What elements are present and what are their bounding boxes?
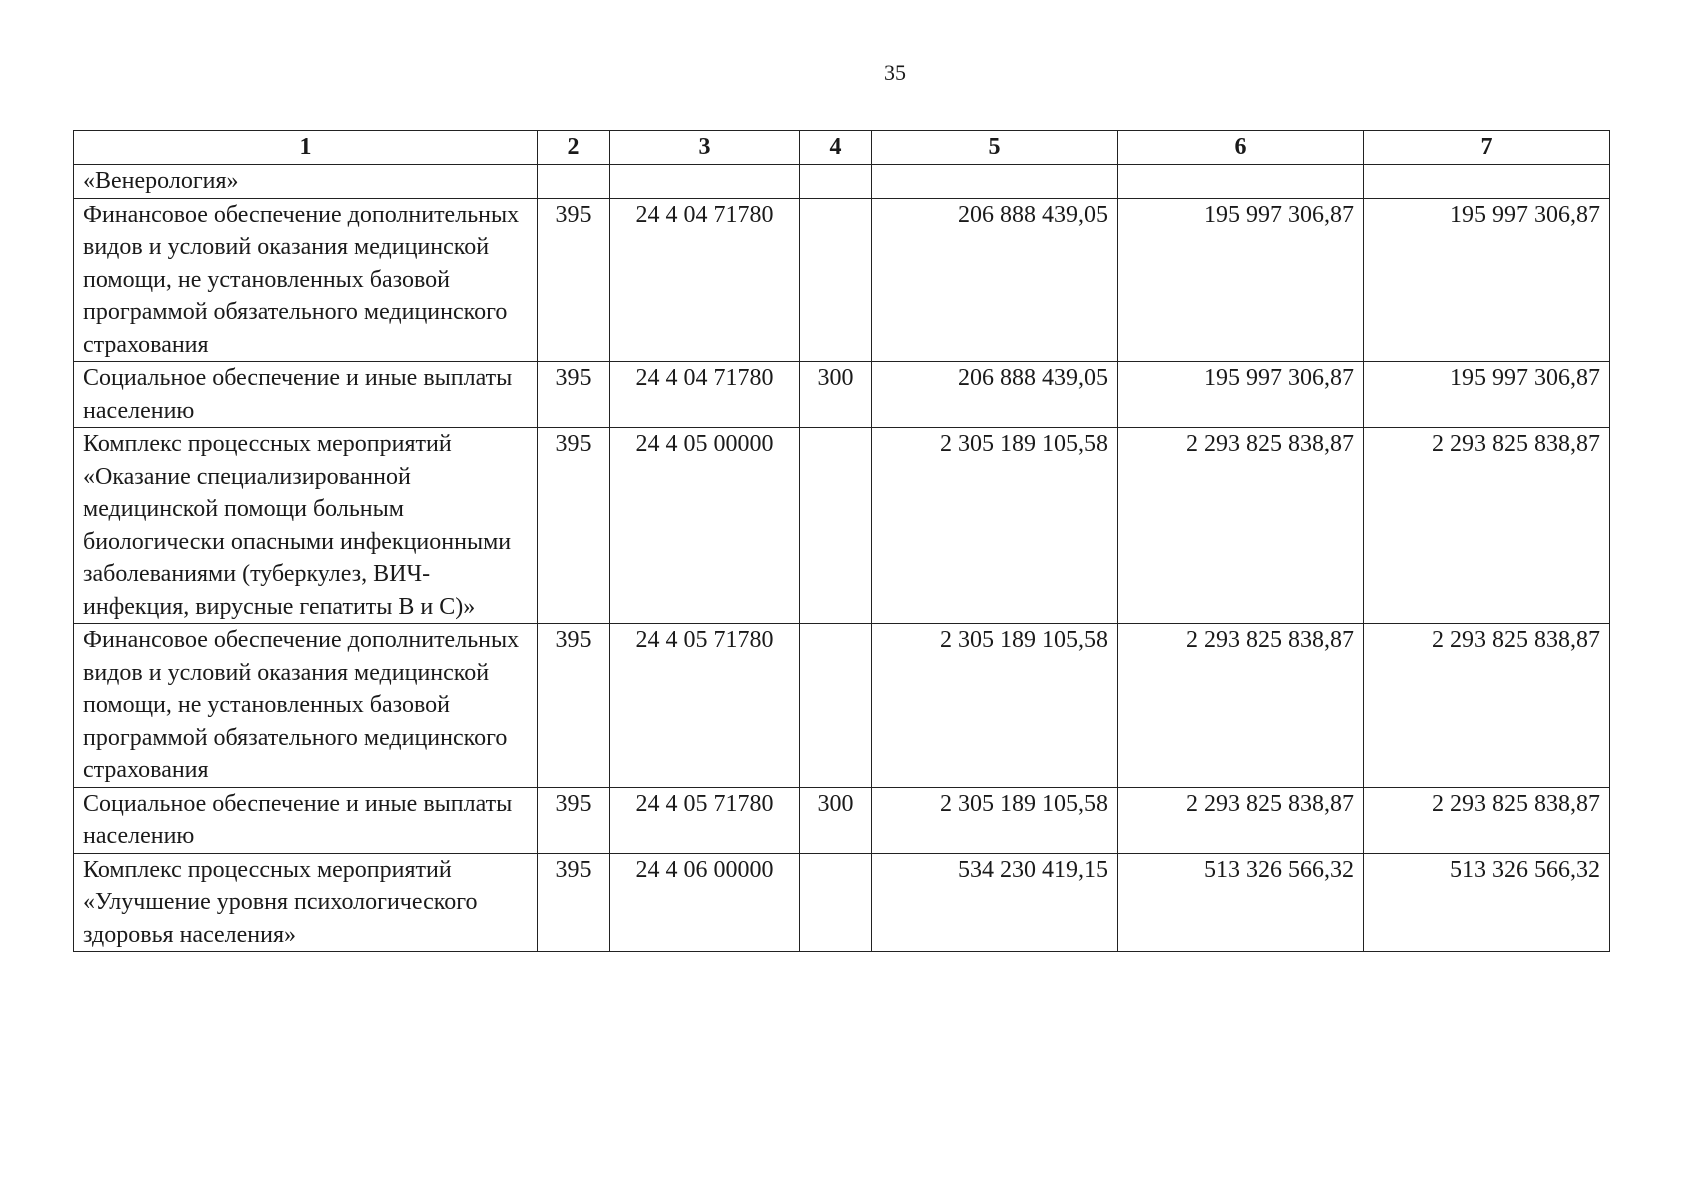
column-header-1: 1	[74, 131, 538, 165]
table-row	[74, 624, 1610, 788]
grbs-code: 395	[538, 853, 610, 952]
amount-col-6: 195 997 306,87	[1118, 362, 1364, 428]
expense-type-code: 300	[800, 787, 872, 853]
amount-col-6: 2 293 825 838,87	[1118, 428, 1364, 624]
grbs-code	[538, 165, 610, 199]
table-row	[74, 787, 1610, 853]
amount-col-7: 195 997 306,87	[1364, 362, 1610, 428]
target-article-code: 24 4 05 71780	[610, 624, 800, 788]
expense-type-code: 300	[800, 362, 872, 428]
item-name: Социальное обеспечение и иные выплаты населению	[74, 787, 538, 853]
amount-col-6	[1118, 165, 1364, 199]
amount-col-7: 2 293 825 838,87	[1364, 787, 1610, 853]
budget-table	[73, 130, 1610, 952]
item-name: Комплекс процессных мероприятий «Улучшение уровня психологического здоровья населения»	[74, 853, 538, 952]
expense-type-code	[800, 198, 872, 362]
table-body	[74, 165, 1610, 952]
target-article-code: 24 4 04 71780	[610, 362, 800, 428]
table-row	[74, 362, 1610, 428]
table-row	[74, 853, 1610, 952]
item-name: «Венерология»	[74, 165, 538, 199]
expense-type-code	[800, 853, 872, 952]
target-article-code: 24 4 05 00000	[610, 428, 800, 624]
amount-col-6: 2 293 825 838,87	[1118, 787, 1364, 853]
item-name: Комплекс процессных мероприятий «Оказание специализированной медицинской помощи больным биологически опасными инфекционными заболеваниями (туберкулез, ВИЧ-инфекция, вирусные гепатиты В и С)»	[74, 428, 538, 624]
amount-col-5: 206 888 439,05	[872, 362, 1118, 428]
amount-col-5: 2 305 189 105,58	[872, 624, 1118, 788]
amount-col-7	[1364, 165, 1610, 199]
item-name: Финансовое обеспечение дополнительных видов и условий оказания медицинской помощи, не установленных базовой программой обязательного медицинского страхования	[74, 198, 538, 362]
amount-col-6: 513 326 566,32	[1118, 853, 1364, 952]
amount-col-5	[872, 165, 1118, 199]
amount-col-7: 2 293 825 838,87	[1364, 624, 1610, 788]
amount-col-5: 206 888 439,05	[872, 198, 1118, 362]
amount-col-7: 2 293 825 838,87	[1364, 428, 1610, 624]
amount-col-5: 534 230 419,15	[872, 853, 1118, 952]
amount-col-7: 195 997 306,87	[1364, 198, 1610, 362]
table-row	[74, 428, 1610, 624]
column-header-5: 5	[872, 131, 1118, 165]
column-header-3: 3	[610, 131, 800, 165]
amount-col-5: 2 305 189 105,58	[872, 428, 1118, 624]
table-header	[74, 131, 1610, 165]
grbs-code: 395	[538, 362, 610, 428]
expense-type-code	[800, 428, 872, 624]
amount-col-6: 195 997 306,87	[1118, 198, 1364, 362]
header-row	[74, 131, 1610, 165]
column-header-6: 6	[1118, 131, 1364, 165]
column-header-7: 7	[1364, 131, 1610, 165]
item-name: Социальное обеспечение и иные выплаты населению	[74, 362, 538, 428]
table-row	[74, 165, 1610, 199]
expense-type-code	[800, 624, 872, 788]
target-article-code: 24 4 05 71780	[610, 787, 800, 853]
grbs-code: 395	[538, 624, 610, 788]
grbs-code: 395	[538, 198, 610, 362]
expense-type-code	[800, 165, 872, 199]
page-number: 35	[884, 60, 906, 85]
target-article-code: 24 4 04 71780	[610, 198, 800, 362]
amount-col-7: 513 326 566,32	[1364, 853, 1610, 952]
table-row	[74, 198, 1610, 362]
grbs-code: 395	[538, 428, 610, 624]
target-article-code: 24 4 06 00000	[610, 853, 800, 952]
grbs-code: 395	[538, 787, 610, 853]
item-name: Финансовое обеспечение дополнительных видов и условий оказания медицинской помощи, не установленных базовой программой обязательного медицинского страхования	[74, 624, 538, 788]
amount-col-5: 2 305 189 105,58	[872, 787, 1118, 853]
column-header-4: 4	[800, 131, 872, 165]
target-article-code	[610, 165, 800, 199]
amount-col-6: 2 293 825 838,87	[1118, 624, 1364, 788]
column-header-2: 2	[538, 131, 610, 165]
